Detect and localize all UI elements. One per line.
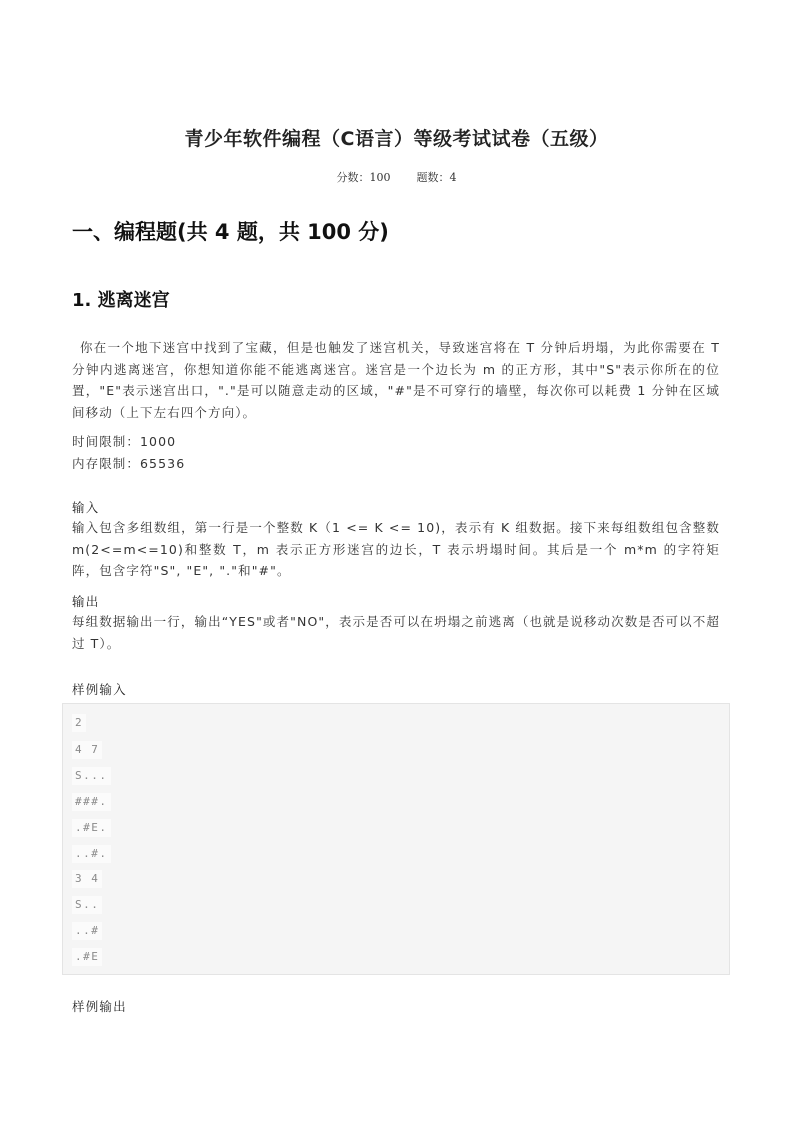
output-heading: 输出 xyxy=(72,594,100,609)
section-heading: 一、编程题(共 4 题，共 100 分) xyxy=(72,220,389,244)
problem-heading: 1. 逃离迷宫 xyxy=(72,290,170,311)
exam-meta xyxy=(0,169,793,185)
document-title: 青少年软件编程（C语言）等级考试试卷（五级） xyxy=(184,128,609,150)
sample-input-heading: 样例输入 xyxy=(72,682,127,697)
sample-output-heading: 样例输出 xyxy=(72,999,127,1014)
code-line: S.. xyxy=(72,896,102,914)
input-heading: 输入 xyxy=(72,500,100,515)
problem-description: 你在一个地下迷宫中找到了宝藏，但是也触发了迷宫机关，导致迷宫将在 T 分钟后坍塌，为此你需要在 T 分钟内逃离迷宫，你想知道你能不能逃离迷宫。迷宫是一个边长为 m 的正方形，其中"S"表示你所在的位置，"E"表示迷宫出口，"."是可以随意走动的区域，"#"是不可穿行的墙壁，每次你可以耗费 1 分钟在区域间移动（上下左右四个方向）。 xyxy=(72,340,720,420)
limits-block xyxy=(72,431,720,475)
code-line: 2 xyxy=(72,714,86,732)
input-description: 输入包含多组数组，第一行是一个整数 K（1 <= K <= 10)，表示有 K 组数据。接下来每组数组包含整数 m(2<=m<=10)和整数 T，m 表示正方形迷宫的边长，T 表示坍塌时间。其后是一个 m*m 的字符矩阵，包含字符"S", "E", "."和"#"。 xyxy=(72,520,720,578)
code-line: .#E xyxy=(72,948,102,966)
sample-input-code-block xyxy=(62,703,730,975)
code-line: .#E. xyxy=(72,819,111,837)
output-description: 每组数据输出一行，输出“YES"或者"NO"，表示是否可以在坍塌之前逃离（也就是说移动次数是否可以不超过 T）。 xyxy=(72,614,720,651)
code-line: S... xyxy=(72,767,111,785)
code-line: ###. xyxy=(72,793,111,811)
code-line: ..# xyxy=(72,922,102,940)
code-line: 3 4 xyxy=(72,870,102,888)
question-count: 题数：4 xyxy=(416,171,457,184)
code-line: ..#. xyxy=(72,845,111,863)
total-score: 分数：100 xyxy=(336,171,391,184)
code-line: 4 7 xyxy=(72,741,102,759)
time-limit: 时间限制：1000 xyxy=(72,434,177,449)
memory-limit: 内存限制：65536 xyxy=(72,456,186,471)
